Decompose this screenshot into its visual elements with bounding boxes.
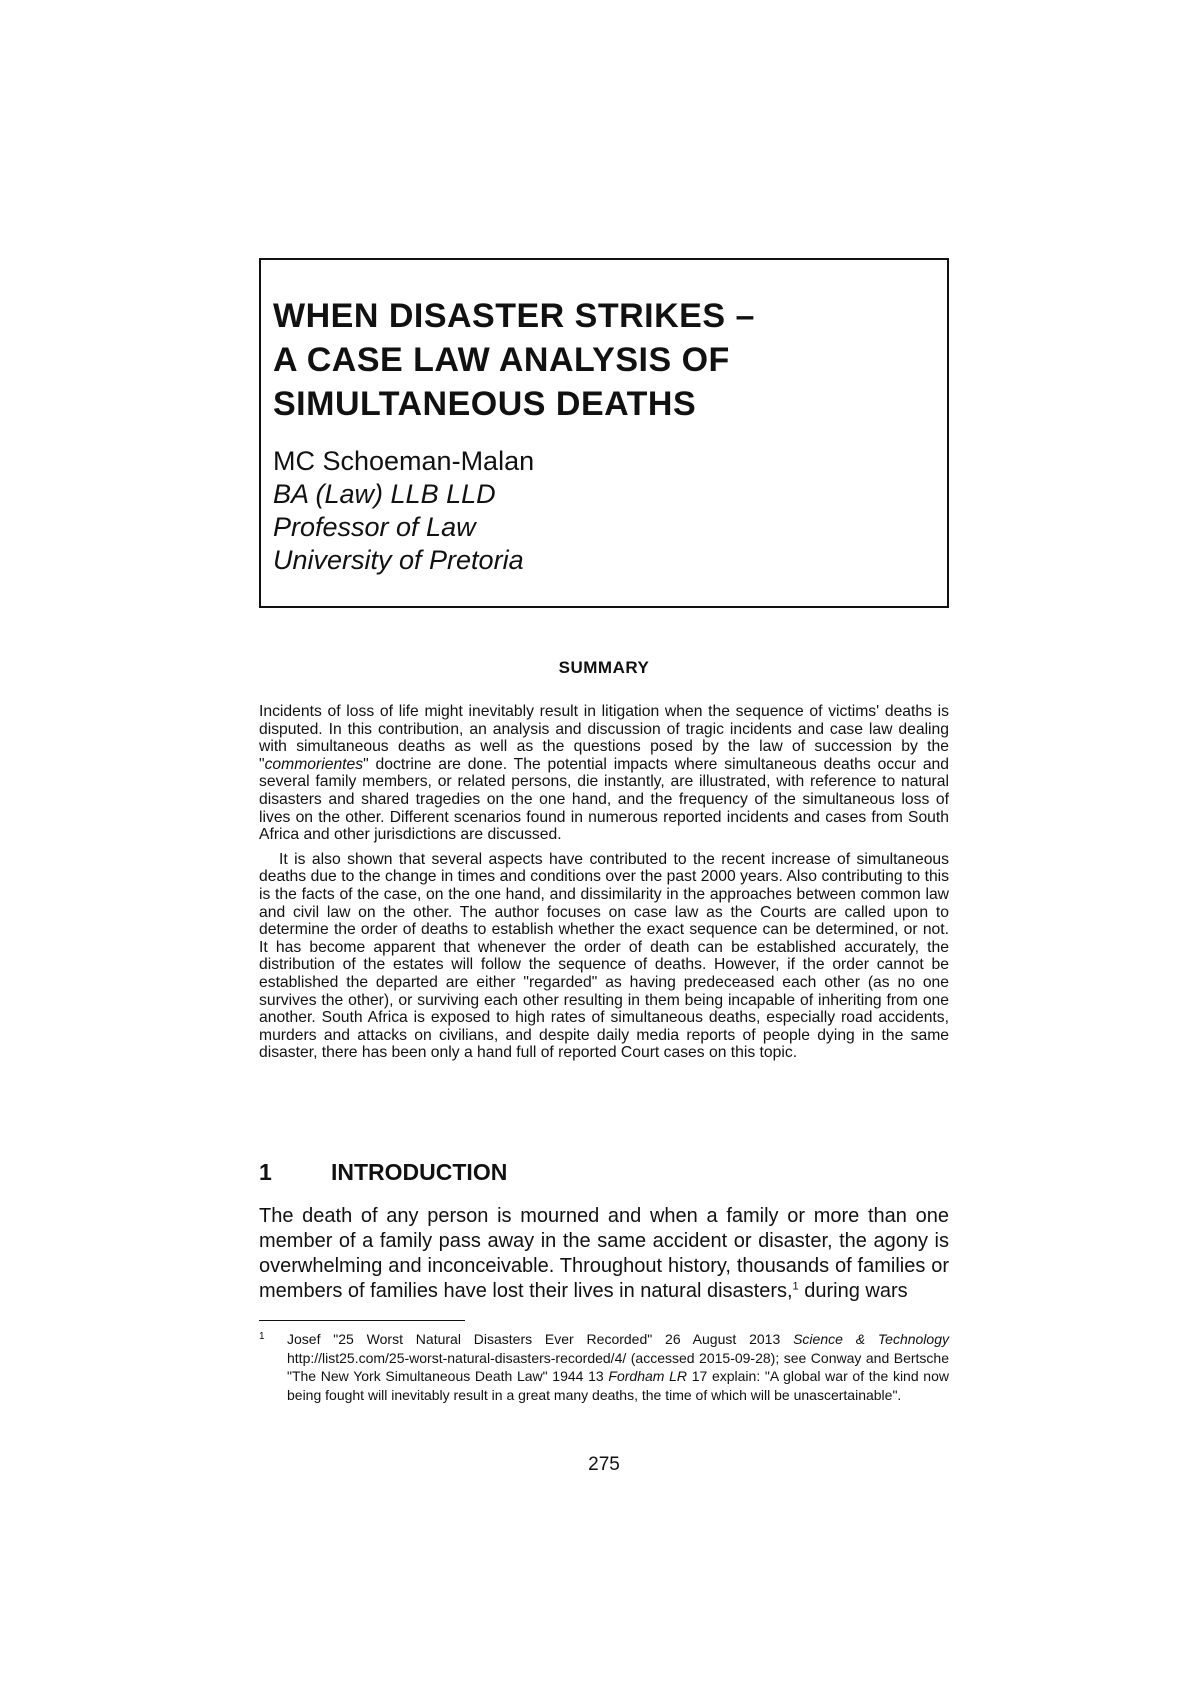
- section-title: INTRODUCTION: [331, 1159, 508, 1185]
- footnote-italic: Science & Technology: [793, 1331, 949, 1347]
- author-name: MC Schoeman-Malan: [273, 446, 535, 476]
- author-institution: University of Pretoria: [273, 545, 524, 575]
- intro-text-continued: during wars: [798, 1280, 908, 1302]
- footnote-text: http://list25.com/25-worst-natural-disasters-recorded/4/ (accessed 2015-09-28); see Conway and Bertsche "The New York Simultaneous Death Law" 1944 13: [287, 1349, 949, 1384]
- footnote-body: [287, 1330, 949, 1404]
- summary-text: " doctrine are done. The potential impacts where simultaneous deaths occur and several family members, or related persons, die instantly, are illustrated, with reference to natural disasters and shared tragedies on the one hand, and the frequency of the simultaneous loss of lives on the other. Different scenarios found in numerous reported incidents and cases from South Africa and other jurisdictions are discussed.: [259, 755, 949, 844]
- summary-body: [259, 703, 949, 1069]
- footnote-italic: Fordham LR: [608, 1368, 688, 1384]
- footnote-text: 17 explain: "A global war of the kind now being fought will inevitably result in a great many deaths, the time of which will be unascertainable".: [287, 1368, 949, 1403]
- author-block: [273, 445, 933, 577]
- summary-paragraph-1: [259, 703, 949, 844]
- title-box: [259, 258, 949, 608]
- summary-text: Incidents of loss of life might inevitably result in litigation when the sequence of victims' deaths is disputed. In this contribution, an analysis and discussion of tragic incidents and case law dealing with simultaneous deaths as well as the questions posed by the law of succession by the ": [259, 703, 949, 773]
- footnote-divider: [259, 1320, 465, 1321]
- footnote: [259, 1330, 949, 1404]
- summary-italic-term: commorientes: [264, 755, 364, 773]
- page-number: 275: [588, 1454, 620, 1475]
- footnote-text: Josef "25 Worst Natural Disasters Ever Recorded" 26 August 2013: [287, 1331, 794, 1347]
- title-line: WHEN DISASTER STRIKES –: [273, 297, 755, 335]
- article-title: [273, 294, 933, 426]
- author-position: Professor of Law: [273, 512, 476, 542]
- intro-paragraph: [259, 1204, 949, 1304]
- summary-paragraph-2: It is also shown that several aspects have contributed to the recent increase of simultaneous deaths due to the change in times and conditions over the past 2000 years. Also contributing to this is the facts of the case, on the one hand, and dissimilarity in the approaches between common law and civil law on the other. The author focuses on case law as the Courts are called upon to determine the order of deaths to establish whether the exact sequence can be determined, or not. It has become apparent that whenever the order of death can be established accurately, the distribution of the estates will follow the sequence of deaths. However, if the order cannot be established the departed are either "regarded" as having predeceased each other (as no one survives the other), or surviving each other resulting in them being incapable of inheriting from one another. South Africa is exposed to high rates of simultaneous deaths, especially road accidents, murders and attacks on civilians, and despite daily media reports of people dying in the same disaster, there has been only a hand full of reported Court cases on this topic.: [259, 850, 949, 1062]
- author-degrees: BA (Law) LLB LLD: [273, 479, 496, 509]
- summary-heading: SUMMARY: [558, 658, 650, 677]
- footnote-ref[interactable]: 1: [792, 1280, 799, 1293]
- title-line: A CASE LAW ANALYSIS OF: [273, 341, 730, 379]
- intro-text: The death of any person is mourned and when a family or more than one member of a family pass away in the same accident or disaster, the agony is overwhelming and inconceivable. Throughout history, thousands of families or members of families have lost their lives in natural disasters,: [259, 1205, 949, 1302]
- section-number: 1: [259, 1159, 272, 1185]
- footnote-number: 1: [259, 1331, 265, 1342]
- title-line: SIMULTANEOUS DEATHS: [273, 385, 697, 423]
- section-heading: [259, 1159, 507, 1186]
